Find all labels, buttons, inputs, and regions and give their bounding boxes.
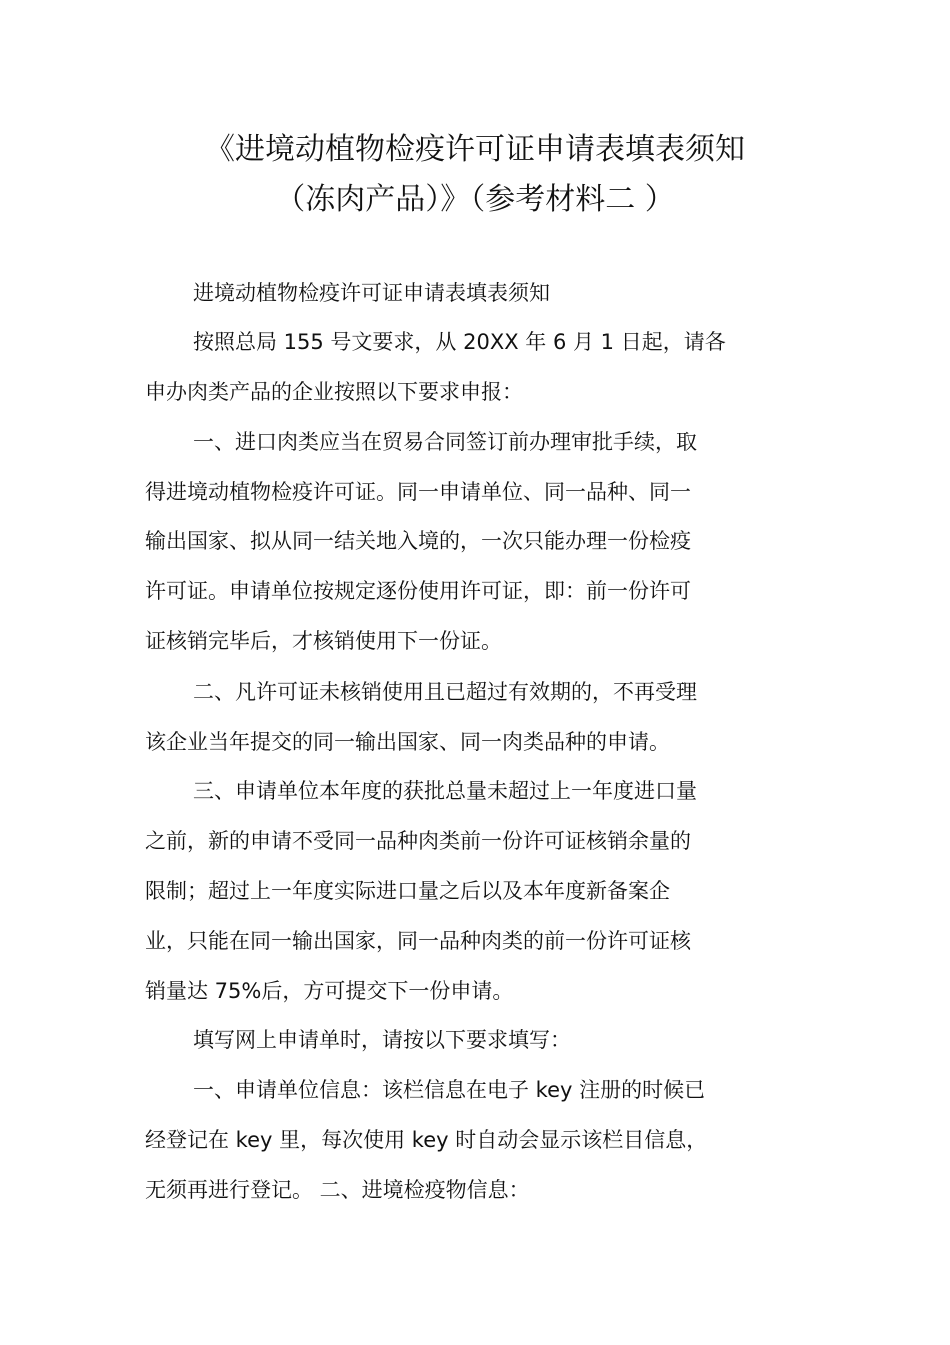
document-title-line-2: （冻肉产品）》（参考材料二 ） [275,182,675,217]
body-line: 证核销完毕后，才核销使用下一份证。 [145,629,502,653]
body-line: 一、申请单位信息：该栏信息在电子 key 注册的时候已 [193,1078,706,1102]
body-line: 之前，新的申请不受同一品种肉类前一份许可证核销余量的 [145,829,691,853]
document-title-line-1: 《进境动植物检疫许可证申请表填表须知 [205,132,745,167]
body-line: 经登记在 key 里，每次使用 key 时自动会显示该栏目信息， [145,1128,708,1152]
body-line: 申办肉类产品的企业按照以下要求申报： [145,380,523,404]
body-line: 按照总局 155 号文要求，从 20XX 年 6 月 1 日起，请各 [193,330,726,354]
body-line: 业，只能在同一输出国家，同一品种肉类的前一份许可证核 [145,929,691,953]
body-line: 得进境动植物检疫许可证。同一申请单位、同一品种、同一 [145,480,691,504]
body-line: 销量达 75%后，方可提交下一份申请。 [145,979,514,1003]
body-line: 该企业当年提交的同一输出国家、同一肉类品种的申请。 [145,730,670,754]
body-line: 二、凡许可证未核销使用且已超过有效期的，不再受理 [193,680,697,704]
body-line: 输出国家、拟从同一结关地入境的，一次只能办理一份检疫 [145,529,691,553]
body-line: 填写网上申请单时，请按以下要求填写： [193,1028,571,1052]
body-line: 三、申请单位本年度的获批总量未超过上一年度进口量 [193,779,697,803]
body-line: 一、进口肉类应当在贸易合同签订前办理审批手续，取 [193,430,697,454]
body-line: 许可证。申请单位按规定逐份使用许可证，即：前一份许可 [145,579,691,603]
body-line: 限制；超过上一年度实际进口量之后以及本年度新备案企 [145,879,670,903]
body-heading: 进境动植物检疫许可证申请表填表须知 [193,281,550,305]
body-line: 无须再进行登记。 二、进境检疫物信息： [145,1178,530,1202]
